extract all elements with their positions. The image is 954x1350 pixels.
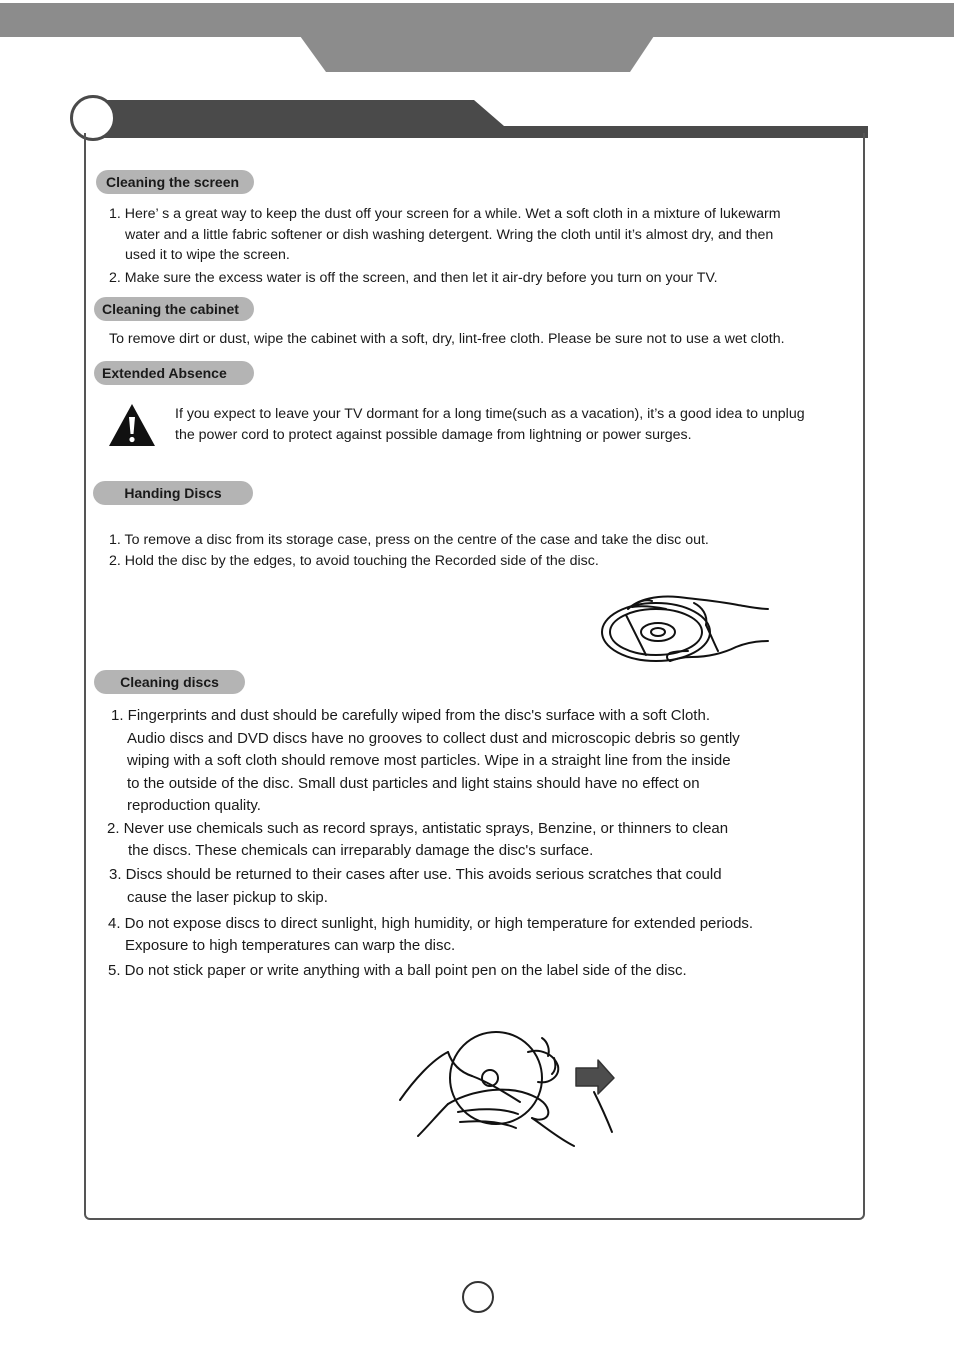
discs-line-7: the discs. These chemicals can irreparably damage the disc's surface. <box>128 842 594 859</box>
heading-cleaning-discs: Cleaning discs <box>94 670 245 694</box>
top-banner-bar <box>0 3 954 37</box>
discs-line-12: 5. Do not stick paper or write anything with a ball point pen on the label side of the disc. <box>108 962 687 979</box>
discs-line-4: to the outside of the disc. Small dust particles and light stains should have no effect on <box>127 775 700 792</box>
screen-item-2: 2. Make sure the excess water is off the screen, and then let it air-dry before you turn on your TV. <box>109 270 718 286</box>
absence-text-line-1: If you expect to leave your TV dormant for a long time(such as a vacation), it’s a good idea to unplug <box>175 406 805 422</box>
discs-line-9: cause the laser pickup to skip. <box>127 889 328 906</box>
discs-line-2: Audio discs and DVD discs have no grooves to collect dust and microscopic debris so gently <box>127 730 740 747</box>
discs-line-1: 1. Fingerprints and dust should be carefully wiped from the disc's surface with a soft Cloth. <box>111 707 710 724</box>
heading-cleaning-screen: Cleaning the screen <box>96 170 254 194</box>
discs-line-5: reproduction quality. <box>127 797 261 814</box>
handling-item-1: 1. To remove a disc from its storage case, press on the centre of the case and take the disc out. <box>109 532 709 548</box>
page-number-circle <box>462 1281 494 1313</box>
discs-line-8: 3. Discs should be returned to their cases after use. This avoids serious scratches that could <box>109 866 722 883</box>
screen-item-1: 1. Here’ s a great way to keep the dust off your screen for a while. Wet a soft cloth in a mixture of lukewarm <box>109 206 781 222</box>
heading-extended-absence: Extended Absence <box>94 361 254 385</box>
heading-handing-discs: Handing Discs <box>93 481 253 505</box>
absence-text-line-2: the power cord to protect against possible damage from lightning or power surges. <box>175 427 692 443</box>
warning-triangle-icon <box>108 403 156 447</box>
discs-line-6: 2. Never use chemicals such as record sprays, antistatic sprays, Benzine, or thinners to clean <box>107 820 729 837</box>
hands-cleaning-disc-illustration <box>398 1030 618 1152</box>
screen-item-1-cont2: used it to wipe the screen. <box>125 247 290 263</box>
top-banner-tab <box>300 36 654 72</box>
screen-item-1-cont: water and a little fabric softener or dish washing detergent. Wring the cloth until it’s almost dry, and then <box>125 227 774 243</box>
discs-line-3: wiping with a soft cloth should remove most particles. Wipe in a straight line from the inside <box>127 752 731 769</box>
cabinet-text: To remove dirt or dust, wipe the cabinet with a soft, dry, lint-free cloth. Please be sure not to use a wet cloth. <box>109 331 785 347</box>
handling-item-2: 2. Hold the disc by the edges, to avoid touching the Recorded side of the disc. <box>109 553 599 569</box>
heading-cleaning-cabinet: Cleaning the cabinet <box>94 297 254 321</box>
discs-line-10: 4. Do not expose discs to direct sunlight, high humidity, or high temperature for extended periods. <box>108 915 754 932</box>
hand-holding-disc-illustration <box>598 585 770 669</box>
discs-line-11: Exposure to high temperatures can warp the disc. <box>125 937 456 954</box>
